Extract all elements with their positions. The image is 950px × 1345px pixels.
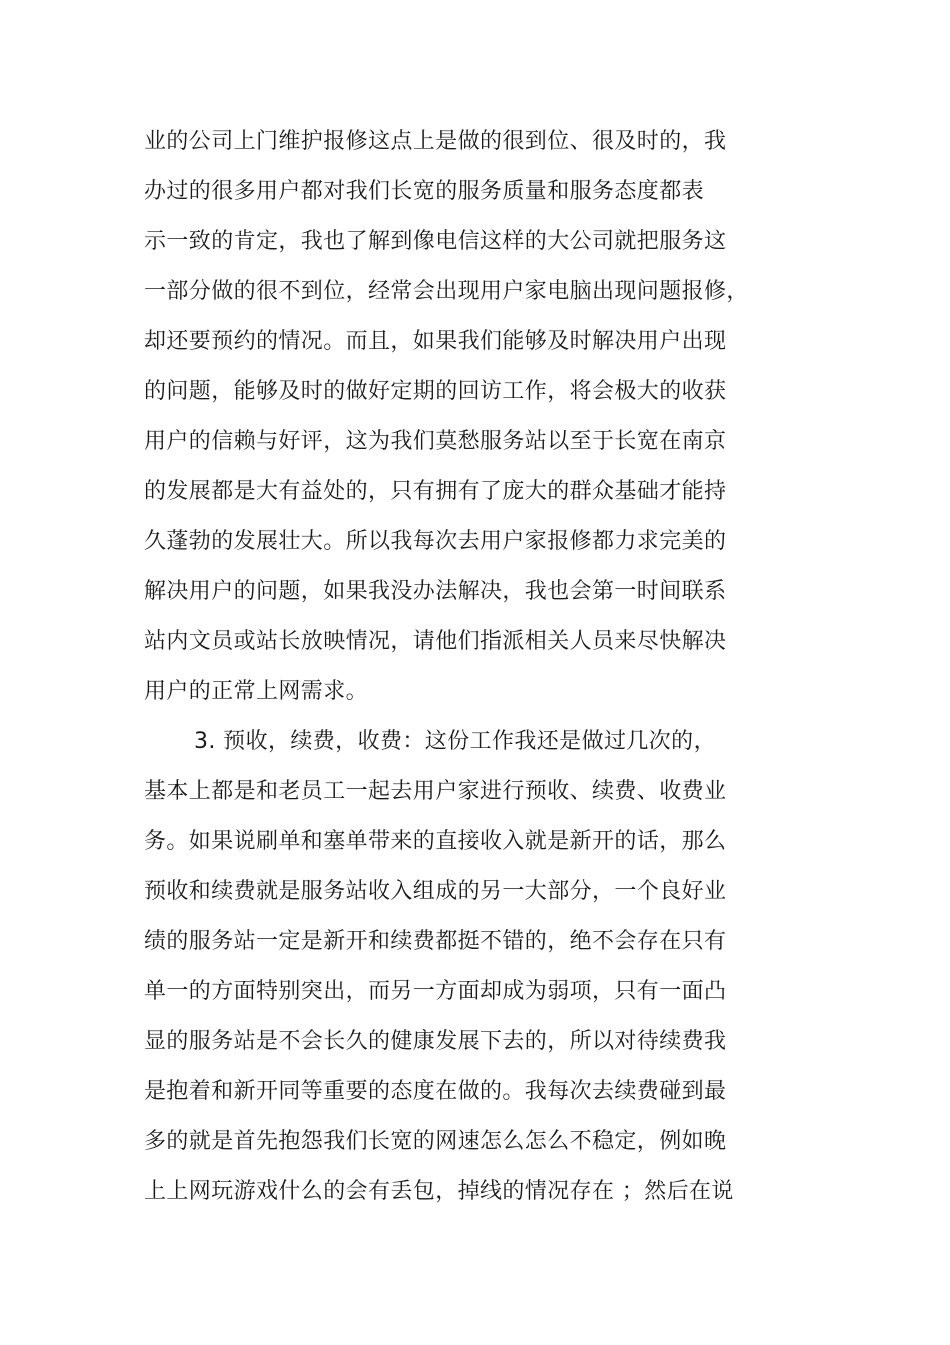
text-line: 绩的服务站一定是新开和续费都挺不错的，绝不会存在只有 [144, 929, 727, 954]
text-line: 却还要预约的情况。而且，如果我们能够及时解决用户出现 [144, 329, 727, 354]
text-line: 用户的正常上网需求。 [144, 679, 369, 704]
text-line: 久蓬勃的发展壮大。所以我每次去用户家报修都力求完美的 [144, 529, 727, 554]
text-line: 站内文员或站长放映情况，请他们指派相关人员来尽快解决 [144, 629, 727, 654]
text-line: 一部分做的很不到位，经常会出现用户家电脑出现问题报修， [144, 279, 749, 304]
text-line: 单一的方面特别突出，而另一方面却成为弱项，只有一面凸 [144, 979, 727, 1004]
text-line: 业的公司上门维护报修这点上是做的很到位、很及时的，我 [144, 129, 727, 154]
text-line: 解决用户的问题，如果我没办法解决，我也会第一时间联系 [144, 579, 727, 604]
numbered-paragraph-start: 3. 预收，续费，收费：这份工作我还是做过几次的， [194, 729, 716, 754]
text-line: 示一致的肯定，我也了解到像电信这样的大公司就把服务这 [144, 229, 727, 254]
text-line: 预收和续费就是服务站收入组成的另一大部分，一个良好业 [144, 879, 727, 904]
text-line: 的发展都是大有益处的，只有拥有了庞大的群众基础才能持 [144, 479, 727, 504]
text-line: 务。如果说刷单和塞单带来的直接收入就是新开的话，那么 [144, 829, 727, 854]
text-line: 基本上都是和老员工一起去用户家进行预收、续费、收费业 [144, 779, 727, 804]
text-line: 显的服务站是不会长久的健康发展下去的，所以对待续费我 [144, 1029, 727, 1054]
text-line: 是抱着和新开同等重要的态度在做的。我每次去续费碰到最 [144, 1079, 727, 1104]
text-line: 办过的很多用户都对我们长宽的服务质量和服务态度都表 [144, 179, 705, 204]
text-line: 多的就是首先抱怨我们长宽的网速怎么怎么不稳定，例如晚 [144, 1129, 727, 1154]
text-line: 的问题，能够及时的做好定期的回访工作，将会极大的收获 [144, 379, 727, 404]
text-line: 用户的信赖与好评，这为我们莫愁服务站以至于长宽在南京 [144, 429, 727, 454]
text-line: 上上网玩游戏什么的会有丢包，掉线的情况存在 ；然后在说 [144, 1179, 734, 1204]
